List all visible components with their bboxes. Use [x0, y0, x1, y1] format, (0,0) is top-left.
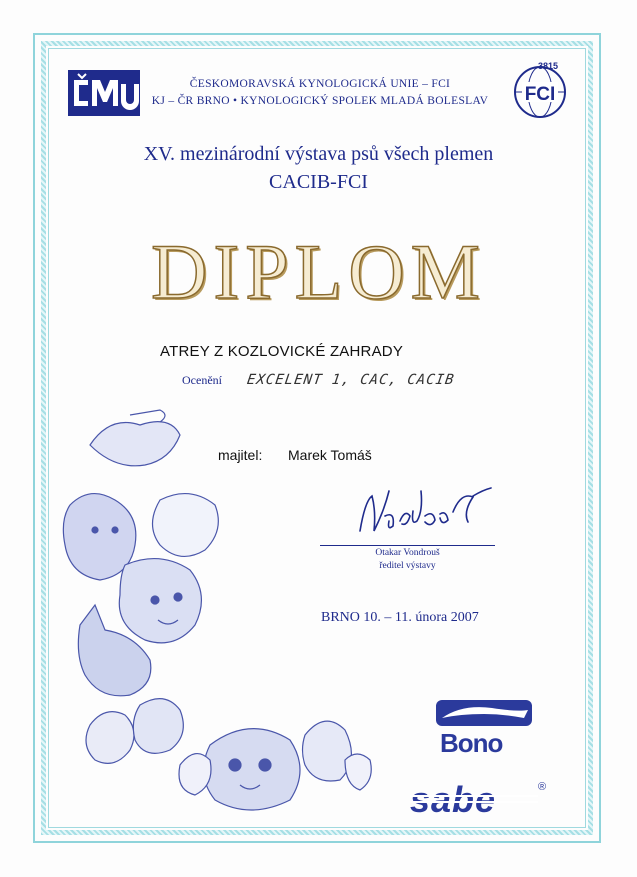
- signature-line: [320, 545, 495, 546]
- fci-logo-text: FCI: [524, 84, 556, 105]
- cmu-logo: [68, 70, 140, 116]
- sabe-logo-text: sabe: [410, 779, 497, 818]
- fci-logo: [510, 60, 570, 120]
- event-subtitle: CACIB-FCI: [269, 171, 368, 193]
- registered-mark: ®: [538, 781, 547, 793]
- bono-logo: [436, 700, 536, 758]
- sabe-logo: [410, 778, 555, 818]
- award-label: Ocenění: [182, 373, 222, 387]
- signatory-role: ředitel výstavy: [379, 561, 436, 571]
- event-title: XV. mezinárodní výstava psů všech plemen: [143, 143, 494, 165]
- award-value: EXCELENT 1, CAC, CACIB: [245, 372, 456, 388]
- bono-logo-text: Bono: [440, 728, 503, 758]
- organisation-line-1: ČESKOMORAVSKÁ KYNOLOGICKÁ UNIE – FCI: [189, 78, 451, 90]
- place-and-date: BRNO 10. – 11. února 2007: [321, 610, 479, 625]
- dog-name: ATREY Z KOZLOVICKÉ ZAHRADY: [160, 343, 404, 360]
- director-signature: [345, 486, 495, 546]
- signatory-name: Otakar Vondrouš: [375, 548, 440, 558]
- owner-name: Marek Tomáš: [288, 447, 372, 463]
- fci-number: 3815: [537, 61, 559, 71]
- diploma-heading: DIPLOM: [150, 228, 486, 315]
- organisation-line-2: KJ – ČR BRNO • KYNOLOGICKÝ SPOLEK MLADÁ BOLESLAV: [151, 95, 489, 107]
- owner-label: majitel:: [218, 447, 263, 463]
